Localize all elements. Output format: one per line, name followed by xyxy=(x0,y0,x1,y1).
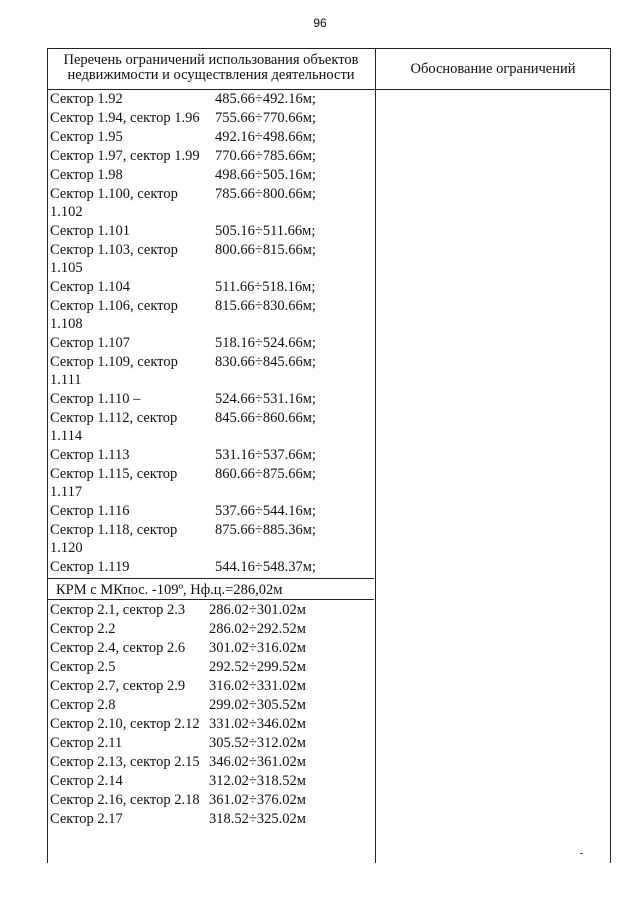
height-range: 524.66÷531.16м; xyxy=(215,391,316,407)
table-row xyxy=(48,619,374,638)
height-range: 301.02÷316.02м xyxy=(209,640,306,656)
sector-name: Сектор 2.1, сектор 2.3 xyxy=(50,602,186,618)
table-row xyxy=(48,771,374,790)
height-range: 505.16÷511.66м; xyxy=(215,223,316,239)
height-range: 800.66÷815.66м; xyxy=(215,242,316,258)
table-row xyxy=(48,464,374,501)
table-row xyxy=(48,389,374,408)
table-row xyxy=(48,657,374,676)
sector-name: Сектор 1.100, сектор 1.102 xyxy=(50,186,178,220)
sector-name: Сектор 1.116 xyxy=(50,503,130,519)
height-range: 299.02÷305.52м xyxy=(209,697,306,713)
height-range: 498.66÷505.16м; xyxy=(215,167,316,183)
table-row xyxy=(48,733,374,752)
height-range: 845.66÷860.66м; xyxy=(215,410,316,426)
table-row xyxy=(48,445,374,464)
sector-name: Сектор 2.7, сектор 2.9 xyxy=(50,678,186,694)
header-restrictions-list: Перечень ограничений использования объектов недвижимости и осуществления деятельности xyxy=(63,52,359,83)
group1-rows xyxy=(48,89,374,576)
height-range: 830.66÷845.66м; xyxy=(215,354,316,370)
table-row xyxy=(48,221,374,240)
height-range: 331.02÷346.02м xyxy=(209,716,306,732)
restrictions-table xyxy=(47,48,611,863)
table-row xyxy=(48,790,374,809)
sector-name: Сектор 2.10, сектор 2.12 xyxy=(50,716,200,732)
table-row xyxy=(48,809,374,828)
table-row xyxy=(48,296,374,333)
sector-name: Сектор 1.118, сектор 1.120 xyxy=(50,522,178,556)
sector-name: Сектор 1.110 – xyxy=(50,391,141,407)
sector-name: Сектор 2.13, сектор 2.15 xyxy=(50,754,200,770)
table-row xyxy=(48,352,374,389)
table-row xyxy=(48,408,374,445)
table-row xyxy=(48,638,374,657)
table-row xyxy=(48,108,374,127)
height-range: 511.66÷518.16м; xyxy=(215,279,316,295)
sector-name: Сектор 1.113 xyxy=(50,447,130,463)
sector-name: Сектор 1.112, сектор 1.114 xyxy=(50,410,178,444)
column-divider xyxy=(375,49,376,863)
height-range: 316.02÷331.02м xyxy=(209,678,306,694)
table-row xyxy=(48,146,374,165)
sector-name: Сектор 1.95 xyxy=(50,129,123,145)
table-row xyxy=(48,333,374,352)
sector-name: Сектор 2.5 xyxy=(50,659,116,675)
table-row xyxy=(48,501,374,520)
height-range: 305.52÷312.02м xyxy=(209,735,306,751)
sector-name: Сектор 1.101 xyxy=(50,223,131,239)
page-number: 96 xyxy=(313,16,327,30)
group2-header: КРМ с МКпос. -109º, Нф.ц.=286,02м xyxy=(48,578,374,600)
sector-name: Сектор 2.17 xyxy=(50,811,123,827)
table-row xyxy=(48,714,374,733)
height-range: 537.66÷544.16м; xyxy=(215,503,316,519)
sector-name: Сектор 2.8 xyxy=(50,697,116,713)
height-range: 312.02÷318.52м xyxy=(209,773,306,789)
sector-name: Сектор 1.115, сектор 1.117 xyxy=(50,466,178,500)
sector-name: Сектор 1.104 xyxy=(50,279,131,295)
height-range: 770.66÷785.66м; xyxy=(215,148,316,164)
height-range: 875.66÷885.36м; xyxy=(215,522,316,538)
scan-mark xyxy=(580,853,583,854)
table-row xyxy=(48,277,374,296)
sector-name: Сектор 2.2 xyxy=(50,621,116,637)
table-row xyxy=(48,752,374,771)
table-row xyxy=(48,240,374,277)
sector-name: Сектор 1.103, сектор 1.105 xyxy=(50,242,178,276)
table-row xyxy=(48,600,374,619)
sector-name: Сектор 1.119 xyxy=(50,559,130,575)
table-row xyxy=(48,184,374,221)
height-range: 785.66÷800.66м; xyxy=(215,186,316,202)
sector-name: Сектор 1.107 xyxy=(50,335,131,351)
table-row xyxy=(48,557,374,576)
height-range: 815.66÷830.66м; xyxy=(215,298,316,314)
table-body xyxy=(48,89,374,828)
sector-name: Сектор 1.98 xyxy=(50,167,123,183)
sector-name: Сектор 2.11 xyxy=(50,735,123,751)
sector-name: Сектор 2.16, сектор 2.18 xyxy=(50,792,200,808)
table-row xyxy=(48,676,374,695)
height-range: 492.16÷498.66м; xyxy=(215,129,316,145)
sector-name: Сектор 2.4, сектор 2.6 xyxy=(50,640,186,656)
sector-name: Сектор 2.14 xyxy=(50,773,123,789)
sector-name: Сектор 1.94, сектор 1.96 xyxy=(50,110,200,126)
sector-name: Сектор 1.106, сектор 1.108 xyxy=(50,298,178,332)
group2-rows xyxy=(48,600,374,828)
table-row xyxy=(48,165,374,184)
table-header xyxy=(48,49,610,90)
height-range: 544.16÷548.37м; xyxy=(215,559,316,575)
height-range: 361.02÷376.02м xyxy=(209,792,306,808)
height-range: 292.52÷299.52м xyxy=(209,659,306,675)
header-justification: Обоснование ограничений xyxy=(410,61,576,77)
height-range: 755.66÷770.66м; xyxy=(215,110,316,126)
table-row xyxy=(48,520,374,557)
height-range: 318.52÷325.02м xyxy=(209,811,306,827)
sector-name: Сектор 1.92 xyxy=(50,91,123,107)
height-range: 531.16÷537.66м; xyxy=(215,447,316,463)
height-range: 518.16÷524.66м; xyxy=(215,335,316,351)
table-row xyxy=(48,89,374,108)
height-range: 860.66÷875.66м; xyxy=(215,466,316,482)
table-row xyxy=(48,695,374,714)
height-range: 346.02÷361.02м xyxy=(209,754,306,770)
sector-name: Сектор 1.97, сектор 1.99 xyxy=(50,148,200,164)
table-row xyxy=(48,127,374,146)
height-range: 286.02÷301.02м xyxy=(209,602,306,618)
sector-name: Сектор 1.109, сектор 1.111 xyxy=(50,354,178,388)
height-range: 286.02÷292.52м xyxy=(209,621,306,637)
height-range: 485.66÷492.16м; xyxy=(215,91,316,107)
